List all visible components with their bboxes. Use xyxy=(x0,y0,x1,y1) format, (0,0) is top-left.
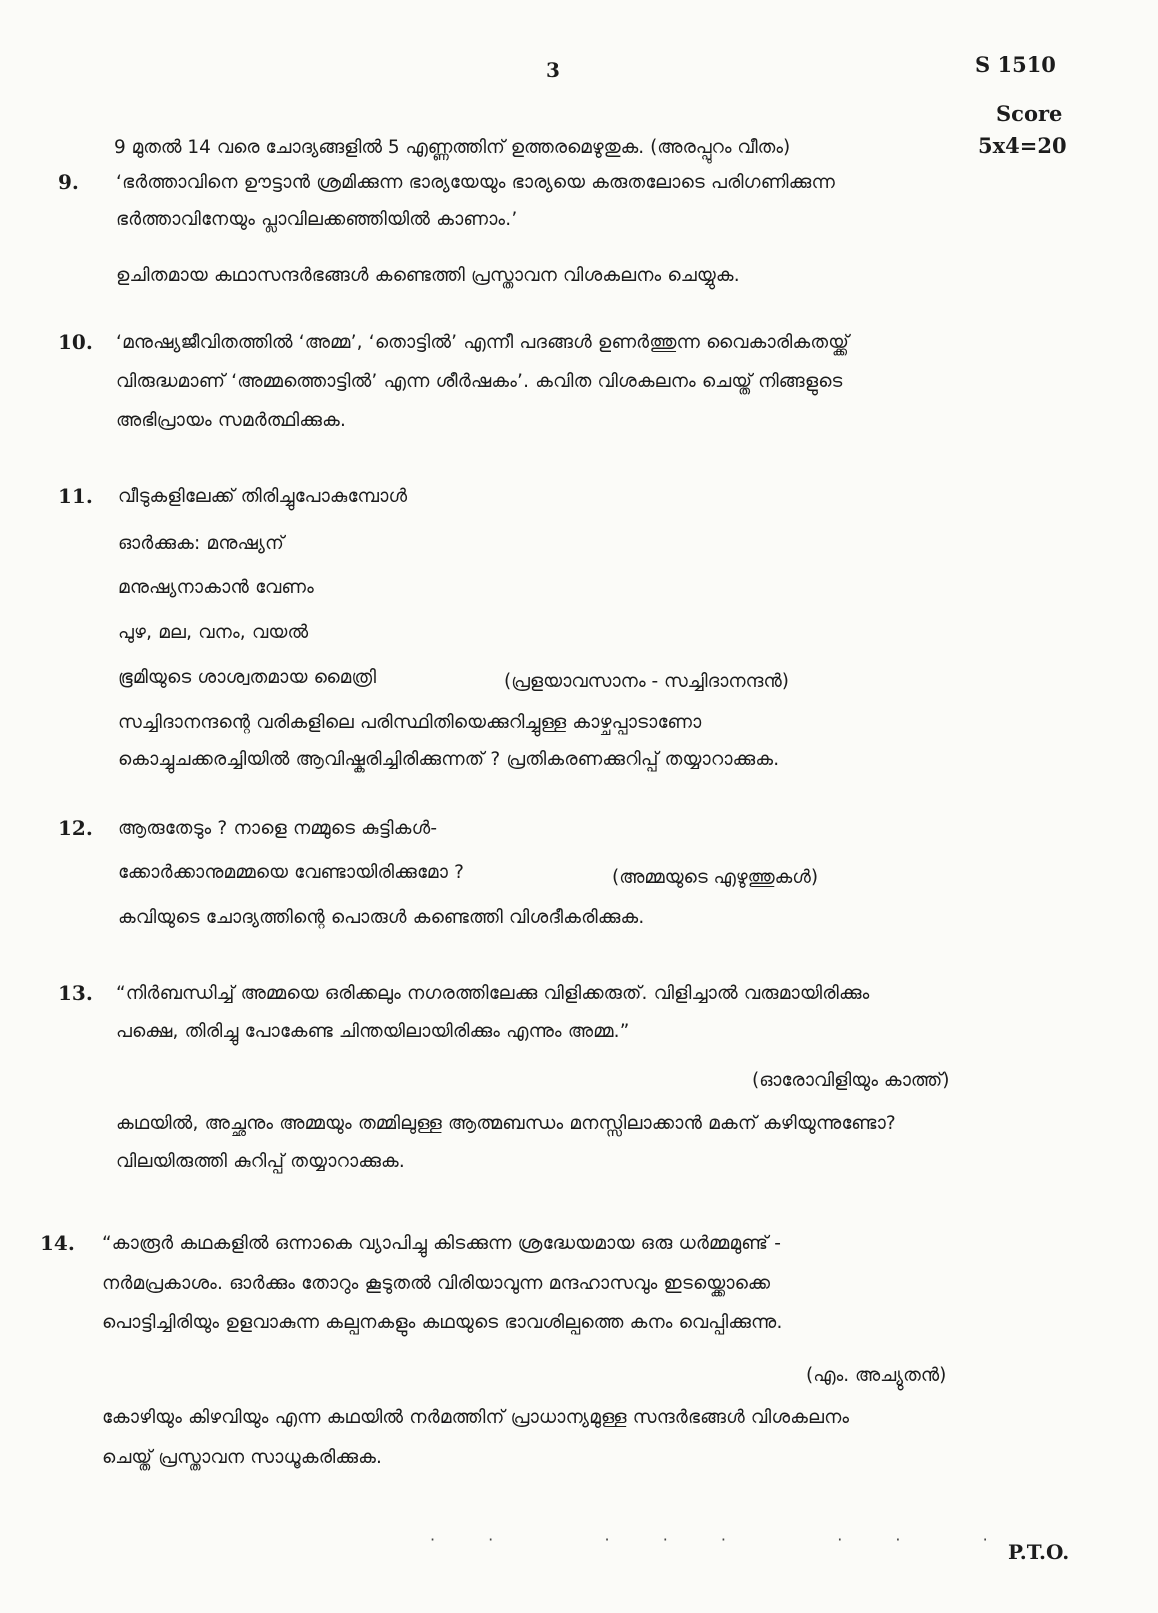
citation: (എം. അച്യുതൻ) xyxy=(806,1365,947,1386)
pto-label: P.T.O. xyxy=(1008,1540,1070,1564)
question-line: നർമപ്രകാശം. ഓർക്കും തോറും കൂടുതൽ വിരിയാവുന്ന മന്ദഹാസവും ഇടയ്ക്കൊക്കെ xyxy=(102,1273,771,1294)
question-line: കവിയുടെ ചോദ്യത്തിന്റെ പൊരുൾ കണ്ടെത്തി വിശദീകരിക്കുക. xyxy=(118,907,645,928)
question-line: ആരുതേടും ? നാളെ നമ്മുടെ കുട്ടികൾ- xyxy=(118,818,438,839)
instruction: 9 മുതൽ 14 വരെ ചോദ്യങ്ങളിൽ 5 എണ്ണത്തിന് ഉത്തരമെഴുതുക. (അരപ്പുറം വീതം) xyxy=(114,137,791,158)
question-line: കൊച്ചുചക്കരച്ചിയിൽ ആവിഷ്കരിച്ചിരിക്കുന്നത് ? പ്രതികരണക്കുറിപ്പ് തയ്യാറാക്കുക. xyxy=(118,749,780,770)
question-line: ചെയ്ത് പ്രസ്താവന സാധൂകരിക്കുക. xyxy=(102,1447,383,1468)
citation: (അമ്മയുടെ എഴുത്തുകൾ) xyxy=(612,867,819,888)
question-number: 12. xyxy=(58,816,93,840)
question-number: 14. xyxy=(40,1231,75,1255)
question-line: ക്കോർക്കാനുമമ്മയെ വേണ്ടായിരിക്കുമോ ? xyxy=(118,862,465,883)
question-line: ‘ഭർത്താവിനെ ഊട്ടാൻ ശ്രമിക്കുന്ന ഭാര്യയേയും ഭാര്യയെ കരുതലോടെ പരിഗണിക്കുന്ന xyxy=(116,172,835,193)
question-line: വീടുകളിലേക്ക് തിരിച്ചുപോകുമ്പോൾ xyxy=(118,486,408,507)
question-number: 11. xyxy=(58,484,93,508)
score-label: Score xyxy=(996,101,1063,126)
question-number: 9. xyxy=(58,170,79,194)
question-line: ഓർക്കുക: മനുഷ്യന് xyxy=(118,533,285,554)
question-line: കഥയിൽ, അച്ഛനും അമ്മയും തമ്മിലുള്ള ആത്മബന്ധം മനസ്സിലാക്കാൻ മകന് കഴിയുന്നുണ്ടോ? xyxy=(116,1113,896,1134)
question-line: “കാരൂർ കഥകളിൽ ഒന്നാകെ വ്യാപിച്ചു കിടക്കുന്ന ശ്രദ്ധേയമായ ഒരു ധർമ്മമുണ്ട് - xyxy=(102,1233,782,1254)
question-line: പൊട്ടിച്ചിരിയും ഉളവാകുന്ന കല്പനകളും കഥയുടെ ഭാവശില്പത്തെ കനം വെപ്പിക്കുന്നു. xyxy=(102,1312,783,1333)
question-line: ഭൂമിയുടെ ശാശ്വതമായ മൈത്രി xyxy=(118,667,377,688)
question-number: 10. xyxy=(58,330,93,354)
question-line: സച്ചിദാനന്ദന്റെ വരികളിലെ പരിസ്ഥിതിയെക്കുറിച്ചുള്ള കാഴ്ചപ്പാടാണോ xyxy=(118,712,702,733)
question-number: 13. xyxy=(58,981,93,1005)
page-number: 3 xyxy=(546,58,560,82)
question-line: “നിർബന്ധിച്ച് അമ്മയെ ഒരിക്കലും നഗരത്തിലേക്കു വിളിക്കരുത്. വിളിച്ചാൽ വരുമായിരിക്കും xyxy=(116,983,870,1004)
score-value: 5x4=20 xyxy=(978,133,1067,158)
question-line: വിരുദ്ധമാണ് ‘അമ്മത്തൊട്ടിൽ’ എന്ന ശീർഷകം’. കവിത വിശകലനം ചെയ്ത് നിങ്ങളുടെ xyxy=(116,371,843,392)
citation: (പ്രളയാവസാനം - സച്ചിദാനന്ദൻ) xyxy=(504,671,790,692)
paper-code: S 1510 xyxy=(975,52,1056,77)
question-line: മനുഷ്യനാകാൻ വേണം xyxy=(118,577,314,598)
question-line: പക്ഷെ, തിരിച്ചു പോകേണ്ട ചിന്തയിലായിരിക്കും എന്നും അമ്മ.” xyxy=(116,1021,630,1042)
question-line: അഭിപ്രായം സമർത്ഥിക്കുക. xyxy=(116,410,347,431)
question-line: കോഴിയും കിഴവിയും എന്ന കഥയിൽ നർമത്തിന് പ്രാധാന്യമുള്ള സന്ദർഭങ്ങൾ വിശകലനം xyxy=(102,1407,850,1428)
citation: (ഓരോവിളിയും കാത്ത്) xyxy=(752,1070,950,1091)
question-line: വിലയിരുത്തി കുറിപ്പ് തയ്യാറാക്കുക. xyxy=(116,1151,405,1172)
question-line: പുഴ, മല, വനം, വയൽ xyxy=(118,622,309,643)
question-line: ‘മനുഷ്യജീവിതത്തിൽ ‘അമ്മ’, ‘തൊട്ടിൽ’ എന്നീ പദങ്ങൾ ഉണർത്തുന്ന വൈകാരികതയ്ക്ക് xyxy=(116,332,849,353)
question-line: ഭർത്താവിനേയും പ്ലാവിലക്കഞ്ഞിയിൽ കാണാം.’ xyxy=(116,209,518,230)
question-line: ഉചിതമായ കഥാസന്ദർഭങ്ങൾ കണ്ടെത്തി പ്രസ്താവന വിശകലനം ചെയ്യുക. xyxy=(116,265,740,286)
scan-dots: · · · · · · · · xyxy=(430,1530,1012,1549)
